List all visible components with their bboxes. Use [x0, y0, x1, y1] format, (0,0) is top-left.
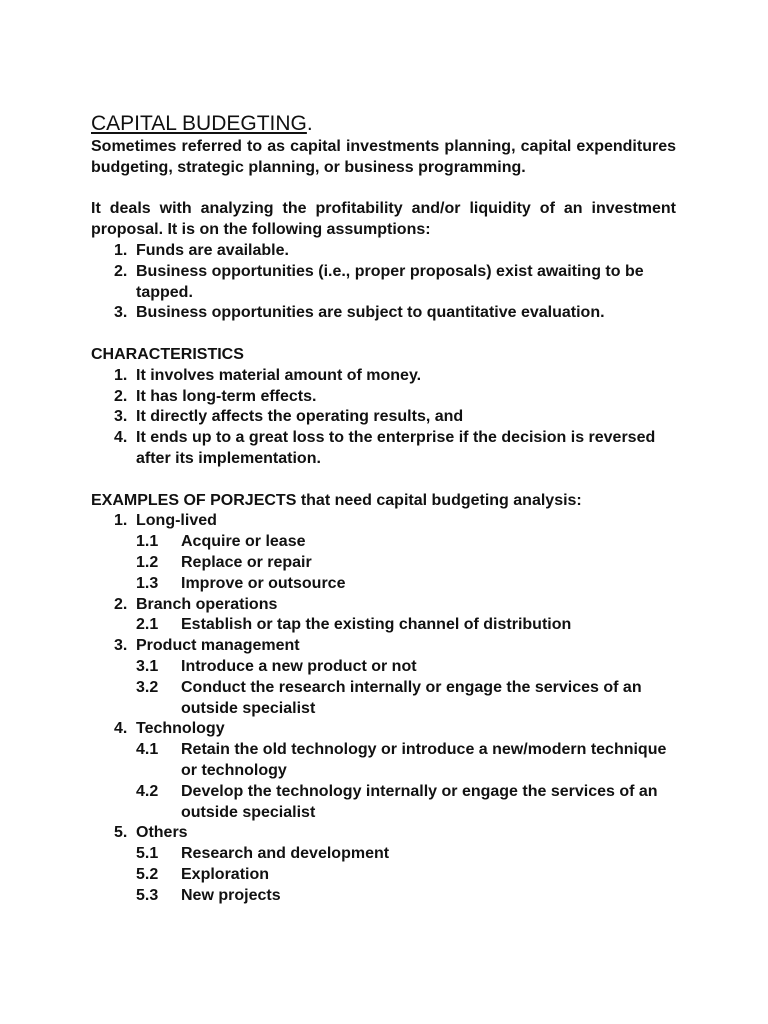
item-text: Product management — [136, 637, 300, 655]
sub-item — [136, 844, 676, 865]
sub-list — [136, 740, 676, 823]
item-number: 4. — [114, 429, 128, 447]
sub-list — [136, 532, 676, 594]
item-text: Branch operations — [136, 595, 278, 613]
spacer — [91, 324, 676, 345]
characteristics-list — [114, 366, 676, 470]
sub-number: 1.3 — [136, 574, 159, 592]
item-text: It ends up to a great loss to the enterprise if the decision is reversed after its implementation. — [136, 429, 656, 467]
item-text: Long-lived — [136, 512, 217, 530]
intro-paragraph: Sometimes referred to as capital investments planning, capital expenditures budgeting, strategic planning, or business programming. — [91, 138, 676, 176]
sub-item — [136, 678, 676, 720]
spacer — [91, 470, 676, 491]
list-item — [114, 719, 676, 740]
sub-list — [136, 657, 676, 719]
sub-number: 4.2 — [136, 782, 159, 800]
item-number: 3. — [114, 637, 128, 655]
item-text: It involves material amount of money. — [136, 366, 422, 384]
list-item — [114, 428, 676, 470]
examples-list — [114, 511, 676, 906]
item-number: 4. — [114, 720, 128, 738]
list-item — [114, 303, 676, 324]
list-item — [114, 595, 676, 616]
list-item — [114, 823, 676, 844]
item-text: Funds are available. — [136, 241, 289, 259]
characteristics-heading: CHARACTERISTICS — [91, 345, 244, 363]
list-item — [114, 636, 676, 657]
sub-item — [136, 553, 676, 574]
item-text: Business opportunities (i.e., proper proposals) exist awaiting to be tapped. — [136, 262, 644, 301]
sub-text: Establish or tap the existing channel of distribution — [181, 616, 572, 634]
sub-number: 2.1 — [136, 616, 159, 634]
sub-list — [136, 615, 676, 636]
sub-item — [136, 886, 676, 907]
examples-heading-rest: that need capital budgeting analysis: — [296, 491, 582, 509]
sub-number: 5.1 — [136, 845, 159, 863]
item-number: 2. — [114, 262, 128, 280]
examples-heading: EXAMPLES OF PORJECTS — [91, 491, 297, 509]
sub-number: 1.2 — [136, 553, 159, 571]
deals-paragraph: It deals with analyzing the profitability and/or liquidity of an investment proposal. It is on the following assumptions: — [91, 200, 676, 239]
list-item — [114, 366, 676, 387]
title-text: CAPITAL BUDEGTING — [91, 112, 307, 135]
item-number: 3. — [114, 304, 128, 322]
list-item — [114, 511, 676, 532]
sub-number: 5.3 — [136, 886, 159, 904]
sub-item — [136, 574, 676, 595]
list-item — [114, 407, 676, 428]
sub-number: 1.1 — [136, 533, 159, 551]
sub-item — [136, 865, 676, 886]
sub-item — [136, 657, 676, 678]
item-number: 5. — [114, 824, 128, 842]
sub-text: Retain the old technology or introduce a new/modern technique or technology — [181, 741, 667, 779]
sub-text: Conduct the research internally or engage the services of an outside specialist — [181, 678, 642, 717]
sub-item — [136, 740, 676, 782]
sub-item — [136, 615, 676, 636]
item-text: Technology — [136, 720, 225, 738]
item-text: Others — [136, 824, 188, 842]
item-number: 1. — [114, 241, 128, 259]
list-item — [114, 387, 676, 408]
sub-text: Exploration — [181, 865, 270, 883]
sub-text: Research and development — [181, 845, 390, 863]
spacer — [91, 179, 676, 200]
sub-item — [136, 532, 676, 553]
sub-number: 3.2 — [136, 678, 159, 696]
item-text: It has long-term effects. — [136, 387, 317, 405]
list-item — [114, 241, 676, 262]
item-number: 2. — [114, 595, 128, 613]
sub-text: Improve or outsource — [181, 574, 346, 592]
item-text: It directly affects the operating results, and — [136, 408, 464, 426]
sub-number: 5.2 — [136, 865, 159, 883]
item-number: 3. — [114, 408, 128, 426]
item-text: Business opportunities are subject to quantitative evaluation. — [136, 304, 605, 322]
sub-text: Introduce a new product or not — [181, 657, 417, 675]
item-number: 1. — [114, 512, 128, 530]
sub-item — [136, 782, 676, 824]
document-body — [91, 137, 676, 906]
sub-text: Acquire or lease — [181, 533, 306, 551]
sub-number: 3.1 — [136, 657, 159, 675]
title-period: . — [306, 112, 313, 135]
sub-list — [136, 844, 676, 906]
sub-text: Develop the technology internally or engage the services of an outside specialist — [181, 782, 658, 821]
document-title — [91, 111, 313, 137]
list-item — [114, 262, 676, 304]
sub-text: New projects — [181, 886, 281, 904]
item-number: 2. — [114, 387, 128, 405]
sub-number: 4.1 — [136, 741, 159, 759]
sub-text: Replace or repair — [181, 553, 312, 571]
item-number: 1. — [114, 366, 128, 384]
assumptions-list — [114, 241, 676, 324]
examples-heading-line — [91, 491, 676, 512]
